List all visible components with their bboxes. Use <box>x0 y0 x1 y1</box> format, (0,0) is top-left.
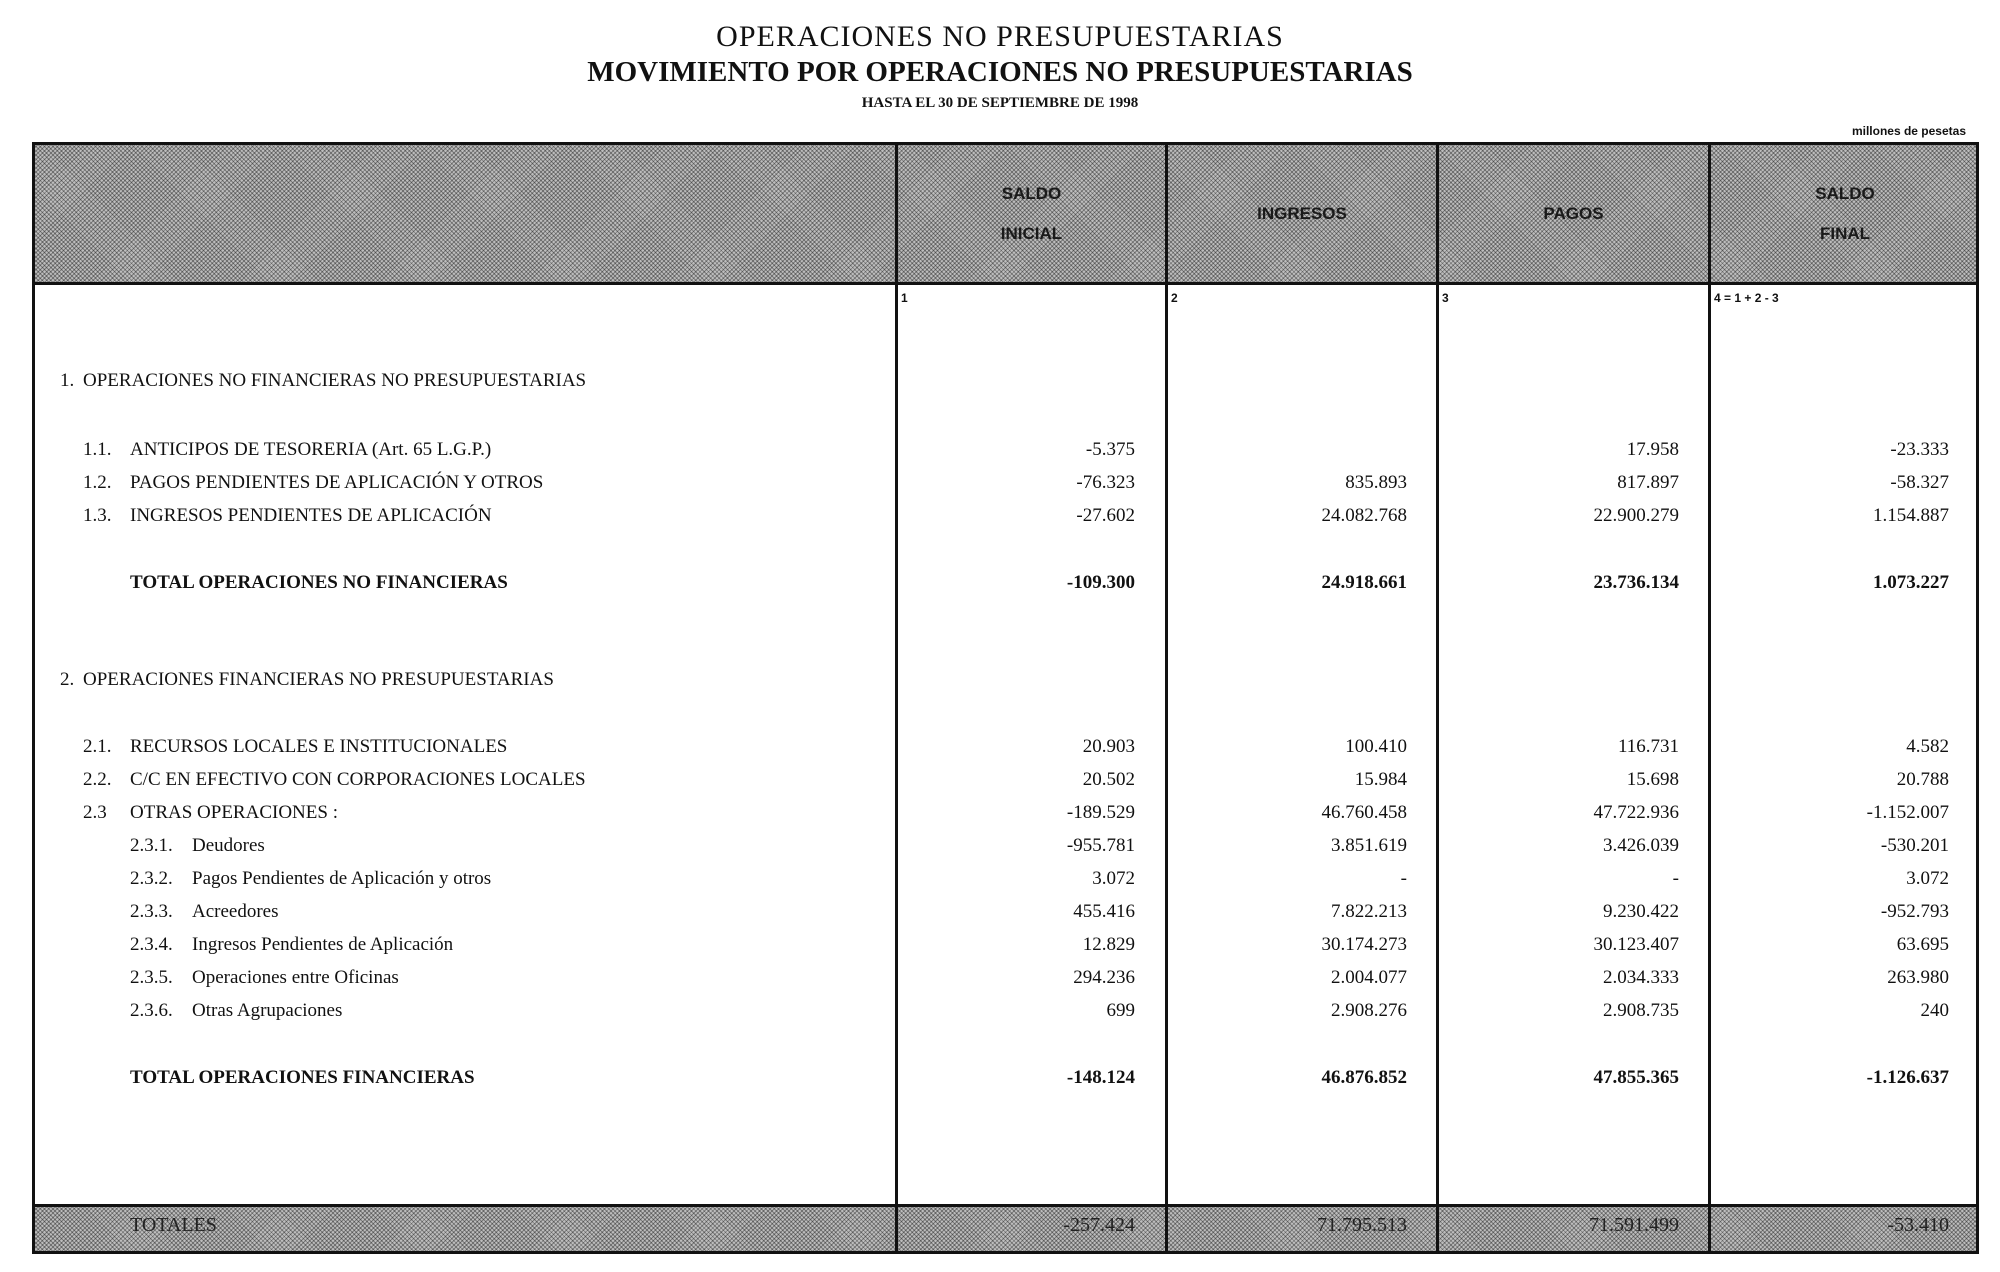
row-code: 1.1. <box>83 439 112 460</box>
row-label: OPERACIONES NO FINANCIERAS NO PRESUPUESTARIAS <box>83 370 587 391</box>
row-value-4: -58.327 <box>1890 472 1949 493</box>
row-value-4: -952.793 <box>1880 901 1949 922</box>
row-label: TOTAL OPERACIONES NO FINANCIERAS <box>130 572 508 593</box>
table-row <box>35 934 1976 964</box>
row-value-3: 47.855.365 <box>1593 1067 1679 1088</box>
row-value-2: 3.851.619 <box>1331 835 1407 856</box>
totals-value-2: 71.795.513 <box>1317 1214 1407 1236</box>
row-label: Pagos Pendientes de Aplicación y otros <box>192 868 492 889</box>
row-value-4: 3.072 <box>1906 868 1949 889</box>
row-value-2: 24.918.661 <box>1321 572 1407 593</box>
row-label: PAGOS PENDIENTES DE APLICACIÓN Y OTROS <box>130 472 544 493</box>
row-value-4: 4.582 <box>1906 736 1949 757</box>
table-row <box>35 802 1976 832</box>
row-value-1: -955.781 <box>1066 835 1135 856</box>
table-row <box>35 736 1976 766</box>
row-value-4: -530.201 <box>1880 835 1949 856</box>
column-number-4: 4 = 1 + 2 - 3 <box>1714 291 1779 305</box>
row-value-3: - <box>1672 868 1679 889</box>
row-label: OTRAS OPERACIONES : <box>130 802 338 823</box>
row-label: Operaciones entre Oficinas <box>192 967 399 988</box>
row-code: 2.3.3. <box>130 901 173 922</box>
table-row <box>35 505 1976 535</box>
row-code: 2.3.2. <box>130 868 173 889</box>
row-code: 1. <box>60 370 75 391</box>
row-code: 1.3. <box>83 505 112 526</box>
row-label: ANTICIPOS DE TESORERIA (Art. 65 L.G.P.) <box>130 439 492 460</box>
row-value-4: 20.788 <box>1896 769 1949 790</box>
table-frame <box>32 142 1979 1254</box>
report-date: HASTA EL 30 DE SEPTIEMBRE DE 1998 <box>861 95 1139 111</box>
row-value-3: 22.900.279 <box>1593 505 1679 526</box>
table-row <box>35 370 1976 400</box>
row-label: RECURSOS LOCALES E INSTITUCIONALES <box>130 736 508 757</box>
report-title: OPERACIONES NO PRESUPUESTARIAS <box>716 20 1284 53</box>
row-value-2: 835.893 <box>1345 472 1407 493</box>
column-number-2: 2 <box>1171 291 1178 305</box>
row-code: 2.3.5. <box>130 967 173 988</box>
row-value-3: 2.034.333 <box>1603 967 1679 988</box>
row-code: 2.3.4. <box>130 934 173 955</box>
row-label: INGRESOS PENDIENTES DE APLICACIÓN <box>130 505 492 526</box>
row-code: 2.3.1. <box>130 835 173 856</box>
row-code: 2.2. <box>83 769 112 790</box>
totals-value-1: -257.424 <box>1063 1214 1135 1236</box>
row-code: 2.1. <box>83 736 112 757</box>
row-value-1: 455.416 <box>1073 901 1135 922</box>
column-header-ingresos: INGRESOS <box>1257 203 1347 223</box>
row-label: Ingresos Pendientes de Aplicación <box>192 934 454 955</box>
table-row <box>35 572 1976 602</box>
row-label: C/C EN EFECTIVO CON CORPORACIONES LOCALES <box>130 769 586 790</box>
totals-row <box>35 1204 1976 1251</box>
row-value-2: 30.174.273 <box>1321 934 1407 955</box>
row-value-1: 699 <box>1106 1000 1135 1021</box>
totals-value-4: -53.410 <box>1887 1214 1949 1236</box>
row-value-4: 263.980 <box>1887 967 1949 988</box>
row-value-3: 23.736.134 <box>1593 572 1679 593</box>
row-code: 1.2. <box>83 472 112 493</box>
row-value-4: 240 <box>1920 1000 1949 1021</box>
row-value-1: 20.903 <box>1082 736 1135 757</box>
row-value-3: 817.897 <box>1617 472 1679 493</box>
row-value-4: 1.154.887 <box>1873 505 1949 526</box>
table-row <box>35 901 1976 931</box>
column-header-saldo-final: SALDO FINAL <box>1815 183 1875 243</box>
row-value-2: 2.004.077 <box>1331 967 1407 988</box>
report-subtitle: MOVIMIENTO POR OPERACIONES NO PRESUPUESTARIAS <box>587 56 1413 88</box>
row-value-3: 2.908.735 <box>1603 1000 1679 1021</box>
row-value-2: 2.908.276 <box>1331 1000 1407 1021</box>
row-value-3: 17.958 <box>1626 439 1679 460</box>
totals-value-3: 71.591.499 <box>1589 1214 1679 1236</box>
table-row <box>35 967 1976 997</box>
totals-label: TOTALES <box>130 1214 217 1236</box>
row-value-1: -148.124 <box>1066 1067 1135 1088</box>
column-number-1: 1 <box>901 291 908 305</box>
row-label: Deudores <box>192 835 265 856</box>
row-label: Acreedores <box>192 901 279 922</box>
row-value-3: 9.230.422 <box>1603 901 1679 922</box>
row-value-3: 47.722.936 <box>1593 802 1679 823</box>
row-code: 2.3.6. <box>130 1000 173 1021</box>
row-value-3: 30.123.407 <box>1593 934 1679 955</box>
row-value-4: -1.152.007 <box>1866 802 1949 823</box>
column-number-3: 3 <box>1442 291 1449 305</box>
row-value-2: 7.822.213 <box>1331 901 1407 922</box>
row-code: 2.3 <box>83 802 107 823</box>
row-value-4: 1.073.227 <box>1873 572 1949 593</box>
row-value-1: 3.072 <box>1092 868 1135 889</box>
table-row <box>35 472 1976 502</box>
row-label: TOTAL OPERACIONES FINANCIERAS <box>130 1067 475 1088</box>
row-value-2: 100.410 <box>1345 736 1407 757</box>
row-value-1: 12.829 <box>1082 934 1135 955</box>
table-row <box>35 439 1976 469</box>
row-value-1: -189.529 <box>1066 802 1135 823</box>
row-value-3: 116.731 <box>1617 736 1679 757</box>
row-value-1: 294.236 <box>1073 967 1135 988</box>
row-value-4: -1.126.637 <box>1866 1067 1949 1088</box>
table-row <box>35 669 1976 699</box>
row-value-4: -23.333 <box>1890 439 1949 460</box>
row-value-2: 15.984 <box>1354 769 1407 790</box>
row-value-2: 46.760.458 <box>1321 802 1407 823</box>
row-label: OPERACIONES FINANCIERAS NO PRESUPUESTARIAS <box>83 669 554 690</box>
table-row <box>35 868 1976 898</box>
row-value-4: 63.695 <box>1896 934 1949 955</box>
table-row <box>35 769 1976 799</box>
row-value-1: -109.300 <box>1066 572 1135 593</box>
row-value-2: - <box>1400 868 1407 889</box>
table-row <box>35 835 1976 865</box>
report-title-block <box>0 20 2000 114</box>
row-value-3: 3.426.039 <box>1603 835 1679 856</box>
row-value-1: -5.375 <box>1085 439 1135 460</box>
row-value-1: -27.602 <box>1076 505 1135 526</box>
table-row <box>35 1000 1976 1030</box>
table-row <box>35 1067 1976 1097</box>
column-header-saldo-inicial: SALDO INICIAL <box>1000 183 1063 243</box>
row-label: Otras Agrupaciones <box>192 1000 343 1021</box>
row-value-2: 24.082.768 <box>1321 505 1407 526</box>
row-value-1: -76.323 <box>1076 472 1135 493</box>
row-code: 2. <box>60 669 75 690</box>
row-value-2: 46.876.852 <box>1321 1067 1407 1088</box>
row-value-1: 20.502 <box>1082 769 1135 790</box>
column-header-pagos: PAGOS <box>1543 203 1604 223</box>
row-value-3: 15.698 <box>1626 769 1679 790</box>
units-label: millones de pesetas <box>1851 124 1966 138</box>
